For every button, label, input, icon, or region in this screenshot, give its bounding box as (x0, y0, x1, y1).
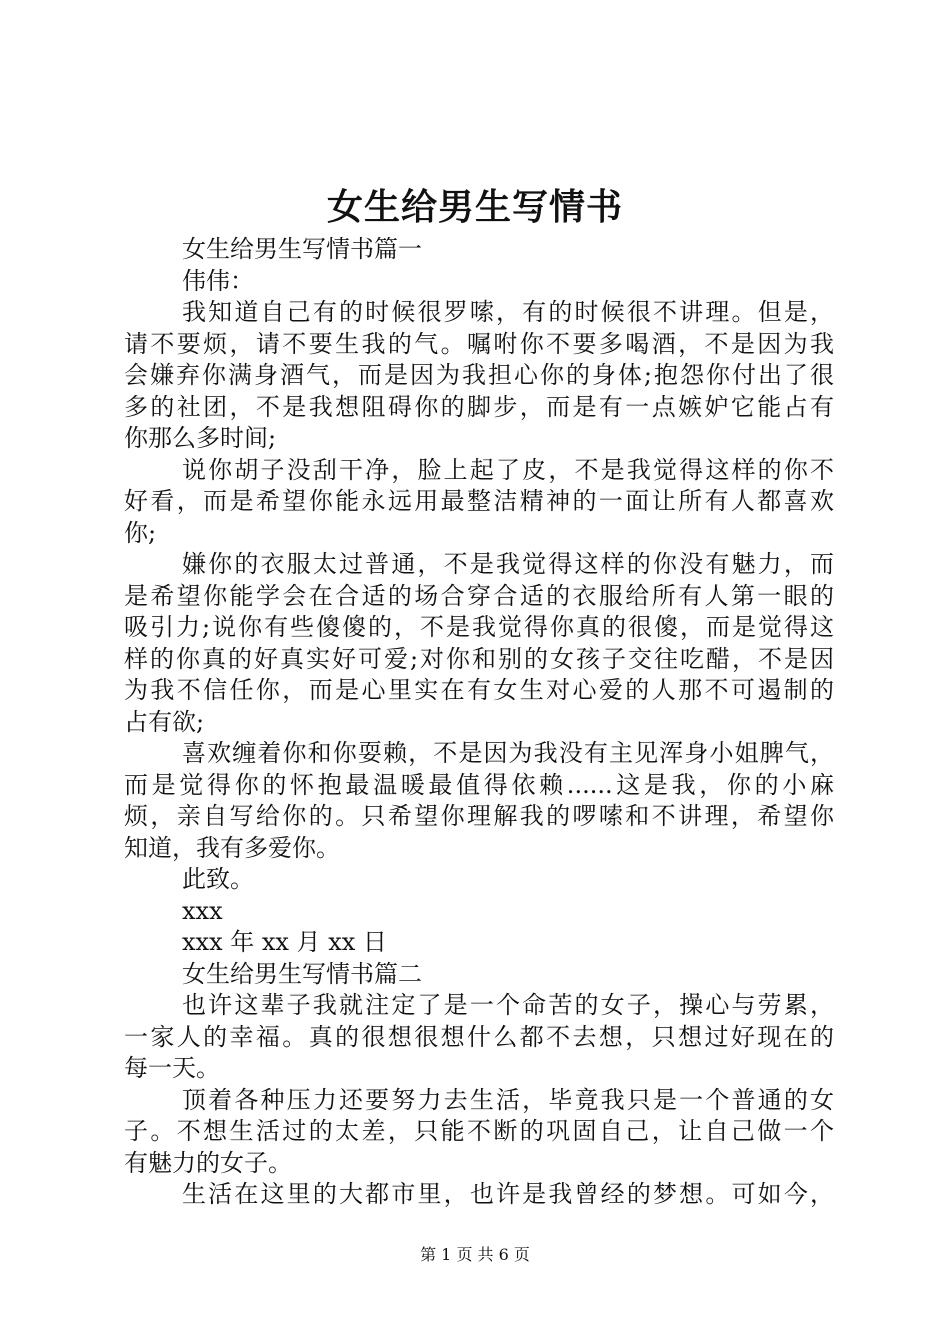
text-line: 占有欲; (124, 707, 205, 736)
text-line: 而是觉得你的怀抱最温暖最值得依赖......这是我，你的小麻 (124, 770, 834, 799)
text-line: 我知道自己有的时候很罗嗦，有的时候很不讲理。但是， (182, 298, 834, 326)
text-line: 知道，我有多爱你。 (124, 833, 340, 862)
text-line: 样的你真的好真实好可爱;对你和别的女孩子交往吃醋，不是因 (124, 644, 834, 673)
document-title: 女生给男生写情书 (326, 186, 623, 228)
text-line: 有魅力的女子。 (124, 1148, 292, 1177)
text-line: 女生给男生写情书篇二 (182, 959, 422, 988)
text-line: 你那么多时间; (124, 424, 277, 452)
text-line: 一家人的幸福。真的很想很想什么都不去想，只想过好现在的 (124, 1022, 834, 1051)
text-line: 请不要烦，请不要生我的气。嘱咐你不要多喝酒，不是因为我 (124, 329, 834, 358)
text-line: 会嫌弃你满身酒气，而是因为我担心你的身体;抱怨你付出了很 (124, 361, 834, 389)
text-line: 也许这辈子我就注定了是一个命苦的女子，操心与劳累， (182, 991, 834, 1019)
text-line: 你; (124, 518, 157, 547)
text-line: 吸引力;说你有些傻傻的，不是我觉得你真的很傻，而是觉得这 (124, 613, 834, 641)
text-line: 每一天。 (124, 1054, 220, 1082)
text-line: 女生给男生写情书篇一 (182, 235, 422, 263)
text-line: 此致。 (182, 865, 254, 893)
text-line: 子。不想生活过的太差，只能不断的巩固自己，让自己做一个 (124, 1117, 834, 1145)
document-body (124, 234, 834, 1211)
text-line: 嫌你的衣服太过普通，不是我觉得这样的你没有魅力，而 (182, 550, 834, 578)
text-line: 烦，亲自写给你的。只希望你理解我的啰嗦和不讲理，希望你 (124, 802, 834, 830)
text-line: 伟伟： (182, 266, 254, 295)
text-line: xxx (182, 896, 223, 925)
text-line: 顶着各种压力还要努力去生活，毕竟我只是一个普通的女 (182, 1085, 834, 1114)
text-line: xxx 年 xx 月 xx 日 (182, 928, 387, 956)
text-line: 多的社团，不是我想阻碍你的脚步，而是有一点嫉妒它能占有 (124, 392, 834, 421)
text-line: 说你胡子没刮干净，脸上起了皮，不是我觉得这样的你不 (182, 455, 834, 484)
text-line: 是希望你能学会在合适的场合穿合适的衣服给所有人第一眼的 (124, 581, 834, 610)
text-line: 生活在这里的大都市里，也许是我曾经的梦想。可如今， (182, 1180, 834, 1208)
text-line: 好看，而是希望你能永远用最整洁精神的一面让所有人都喜欢 (124, 487, 834, 515)
text-line: 喜欢缠着你和你耍赖，不是因为我没有主见浑身小姐脾气， (182, 739, 834, 767)
page-footer: 第 1 页 共 6 页 (420, 1245, 530, 1264)
text-line: 为我不信任你，而是心里实在有女生对心爱的人那不可遏制的 (124, 676, 834, 704)
